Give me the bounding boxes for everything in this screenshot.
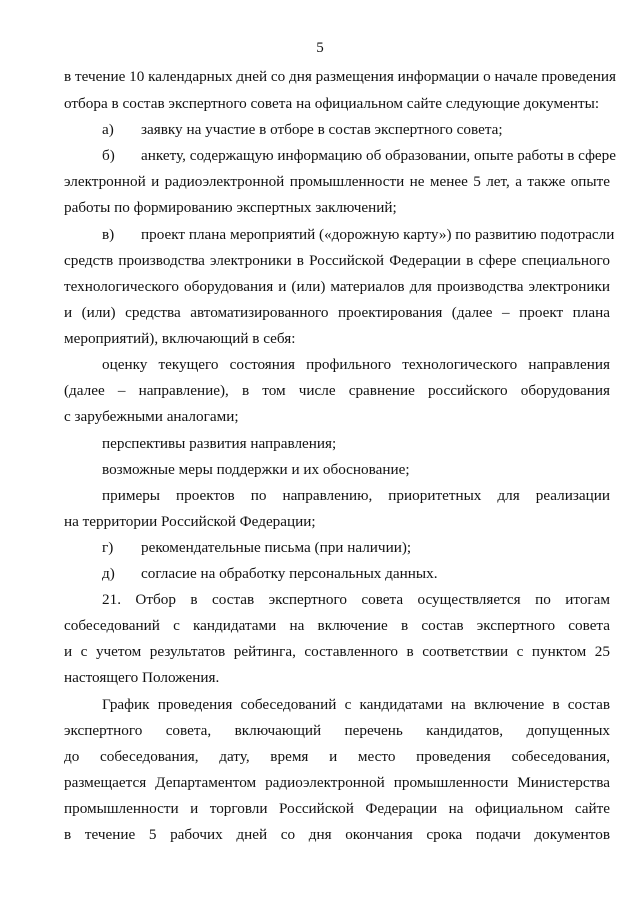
list-item-label-g: г) (102, 539, 114, 556)
text-line: оценку текущего состояния профильного технологического направления (102, 356, 610, 373)
text-line: собеседований с кандидатами на включение в состав экспертного совета (64, 617, 610, 634)
text-line: промышленности и торговли Российской Федерации на официальном сайте (64, 800, 610, 817)
text-line: с зарубежными аналогами; (64, 408, 239, 425)
list-item-text-b: анкету, содержащую информацию об образовании, опыте работы в сфере (141, 147, 617, 164)
text-line: График проведения собеседований с кандидатами на включение в состав (102, 696, 610, 713)
text-line: на территории Российской Федерации; (64, 513, 316, 530)
text-line: (далее – направление), в том числе сравнение российского оборудования (64, 382, 610, 399)
list-item-text-a: заявку на участие в отборе в состав экспертного совета; (141, 121, 503, 138)
text-line: электронной и радиоэлектронной промышленности не менее 5 лет, а также опыте (64, 173, 610, 190)
list-item-text-g: рекомендательные письма (при наличии); (141, 539, 412, 556)
text-line: отбора в состав экспертного совета на официальном сайте следующие документы: (64, 95, 600, 112)
text-line: технологического оборудования и (или) материалов для производства электроники (64, 278, 610, 295)
text-line: мероприятий), включающий в себя: (64, 330, 296, 347)
text-line: экспертного совета, включающий перечень кандидатов, допущенных (64, 722, 610, 739)
list-item-text-v: проект плана мероприятий («дорожную карту») по развитию подотрасли (141, 226, 615, 243)
text-line: размещается Департаментом радиоэлектронной промышленности Министерства (64, 774, 610, 791)
text-line: 21. Отбор в состав экспертного совета осуществляется по итогам (102, 591, 610, 608)
text-line: в течение 10 календарных дней со дня размещения информации о начале проведения (64, 68, 617, 85)
text-line: работы по формированию экспертных заключений; (64, 199, 397, 216)
text-line: перспективы развития направления; (102, 435, 337, 452)
text-line: примеры проектов по направлению, приоритетных для реализации (102, 487, 610, 504)
list-item-label-v: в) (102, 226, 115, 243)
text-line: до собеседования, дату, время и место проведения собеседования, (64, 748, 610, 765)
text-line: средств производства электроники в Российской Федерации в сфере специального (64, 252, 610, 269)
list-item-label-d: д) (102, 565, 115, 582)
text-line: и (или) средства автоматизированного проектирования (далее – проект плана (64, 304, 610, 321)
page-number: 5 (316, 40, 324, 56)
text-line: и с учетом результатов рейтинга, составленного в соответствии с пунктом 25 (64, 643, 610, 660)
list-item-label-a: а) (102, 121, 114, 138)
text-line: возможные меры поддержки и их обоснование; (102, 461, 410, 478)
list-item-text-d: согласие на обработку персональных данных. (141, 565, 438, 582)
text-line: в течение 5 рабочих дней со дня окончания срока подачи документов (64, 826, 610, 843)
list-item-label-b: б) (102, 147, 115, 164)
text-line: настоящего Положения. (64, 669, 220, 686)
